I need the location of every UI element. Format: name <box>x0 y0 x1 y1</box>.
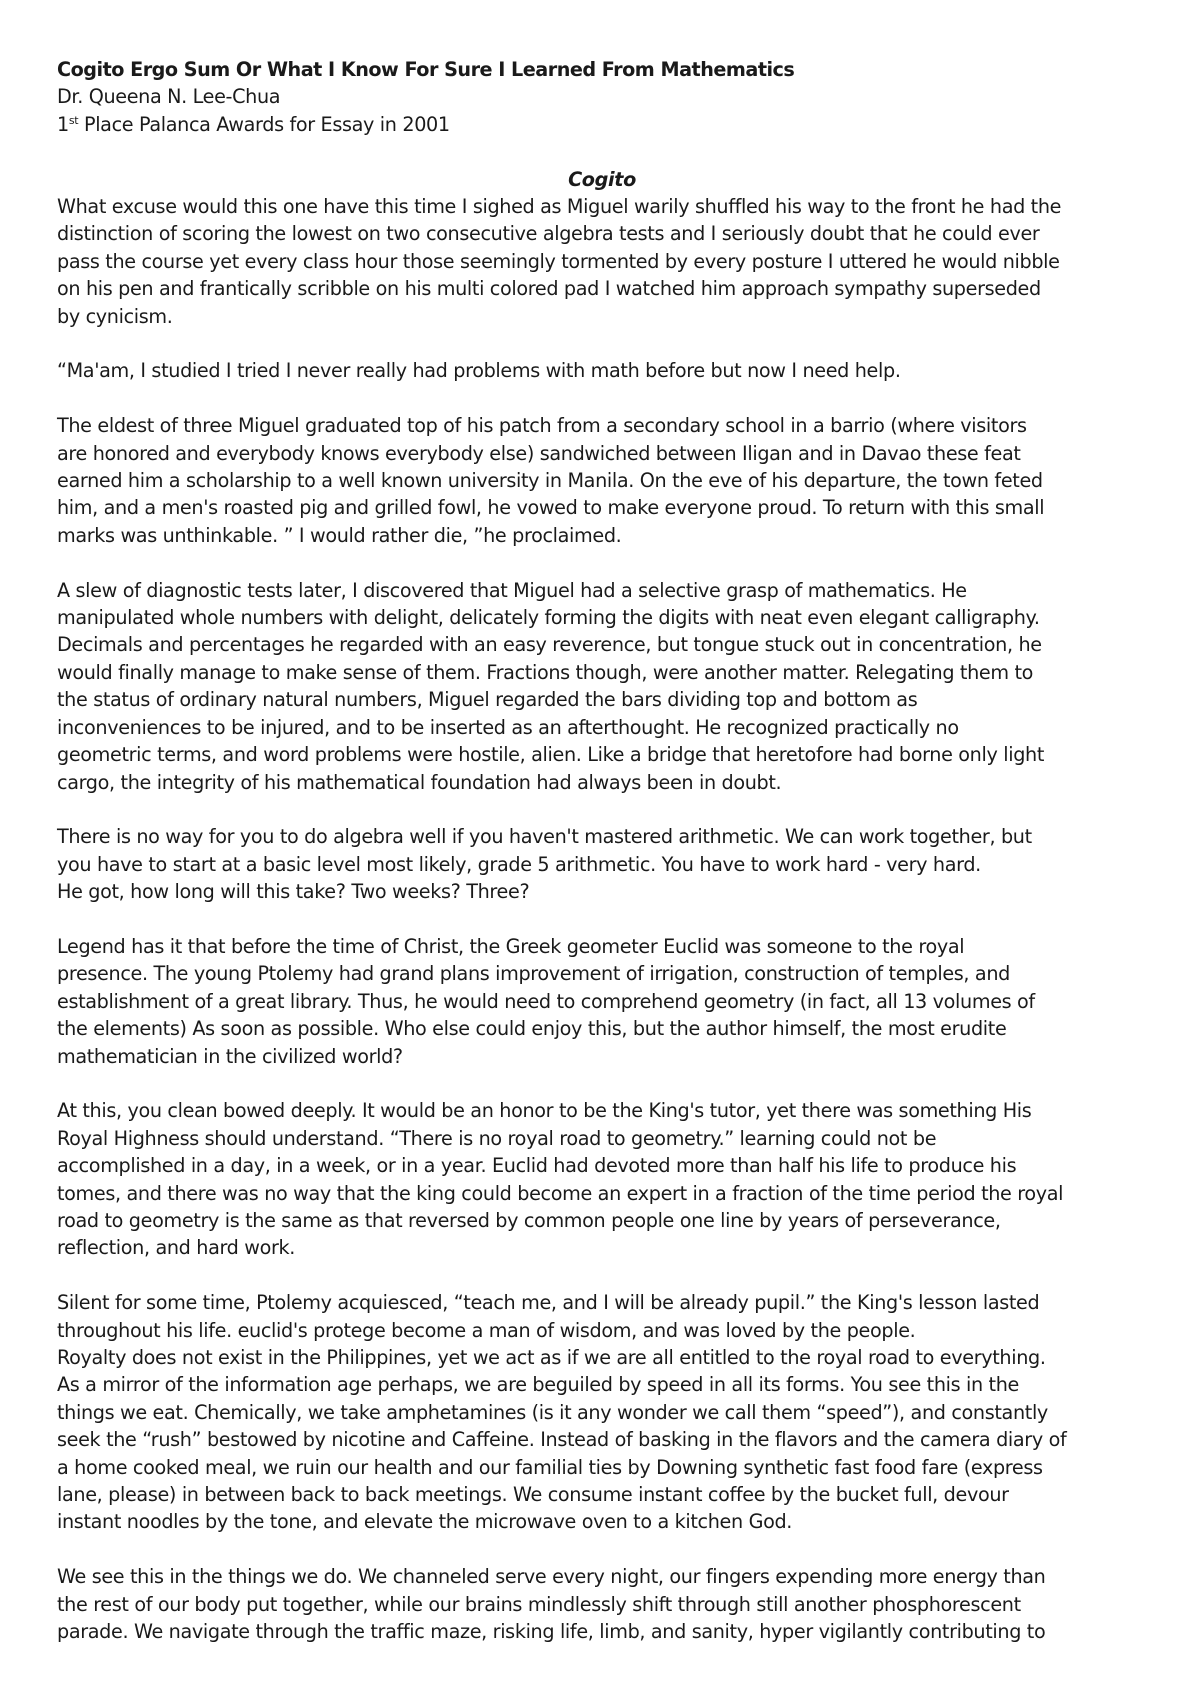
paragraph-line: the rest of our body put together, while our brains mindlessly shift through still another phosphorescent <box>57 1592 1021 1616</box>
paragraph-line: on his pen and frantically scribble on his multi colored pad I watched him approach sympathy superseded <box>57 277 1041 301</box>
paragraph-6 <box>57 933 1157 1070</box>
paragraph-3 <box>57 412 1157 549</box>
paragraph-line: presence. The young Ptolemy had grand plans improvement of irrigation, construction of temples, and <box>57 962 1010 986</box>
paragraph-line: a home cooked meal, we ruin our health and our familial ties by Downing synthetic fast food fare (express <box>57 1455 1043 1479</box>
paragraph-5 <box>57 823 1157 905</box>
paragraph-gap <box>57 1262 1157 1289</box>
paragraph-gap <box>57 1070 1157 1097</box>
paragraph-line: inconveniences to be injured, and to be inserted as an afterthought. He recognized practically no <box>57 715 959 739</box>
paragraph-gap <box>57 385 1157 412</box>
paragraph-gap <box>57 1536 1157 1563</box>
paragraph-line: seek the “rush” bestowed by nicotine and Caffeine. Instead of basking in the flavors and the camera diary of <box>57 1428 1067 1452</box>
paragraph-line: throughout his life. euclid's protege become a man of wisdom, and was loved by the people. <box>57 1318 916 1342</box>
paragraph-line: are honored and everybody knows everybody else) sandwiched between Iligan and in Davao these feat <box>57 441 1021 465</box>
section-heading: Cogito <box>568 167 636 191</box>
paragraph-4 <box>57 577 1157 796</box>
paragraph-line: geometric terms, and word problems were hostile, alien. Like a bridge that heretofore had borne only light <box>57 743 1045 767</box>
award-line <box>57 111 1157 138</box>
paragraph-8 <box>57 1289 1157 1536</box>
paragraph-line: At this, you clean bowed deeply. It would be an honor to be the King's tutor, yet there was something His <box>57 1099 1032 1123</box>
paragraph-1 <box>57 193 1157 330</box>
essay-title: Cogito Ergo Sum Or What I Know For Sure I Learned From Mathematics <box>57 58 795 81</box>
paragraph-line: would finally manage to make sense of them. Fractions though, were another matter. Relegating them to <box>57 660 1034 684</box>
paragraph-gap <box>57 330 1157 357</box>
paragraph-line: He got, how long will this take? Two weeks? Three? <box>57 880 530 904</box>
paragraph-line: by cynicism. <box>57 304 173 328</box>
paragraph-line: Decimals and percentages he regarded with an easy reverence, but tongue stuck out in concentration, he <box>57 633 1042 657</box>
paragraph-line: parade. We navigate through the traffic maze, risking life, limb, and sanity, hyper vigilantly contributing to <box>57 1620 1046 1644</box>
paragraph-line: lane, please) in between back to back meetings. We consume instant coffee by the bucket full, devour <box>57 1483 1009 1506</box>
paragraph-line: cargo, the integrity of his mathematical foundation had always been in doubt. <box>57 770 782 794</box>
paragraph-line: The eldest of three Miguel graduated top of his patch from a secondary school in a barrio (where visitors <box>57 414 1027 438</box>
paragraph-line: road to geometry is the same as that reversed by common people one line by years of perseverance, <box>57 1208 1001 1232</box>
paragraph-line: you have to start at a basic level most likely, grade 5 arithmetic. You have to work hard - very hard. <box>57 852 981 876</box>
paragraph-7 <box>57 1097 1157 1261</box>
paragraph-gap <box>57 906 1157 933</box>
award-ordinal-suffix: st <box>68 113 79 127</box>
paragraph-line: earned him a scholarship to a well known university in Manila. On the eve of his departure, the town feted <box>57 469 1043 493</box>
paragraph-line: establishment of a great library. Thus, he would need to comprehend geometry (in fact, all 13 volumes of <box>57 989 1035 1013</box>
paragraph-line: the elements) As soon as possible. Who else could enjoy this, but the author himself, the most erudite <box>57 1017 1007 1041</box>
paragraph-line: mathematician in the civilized world? <box>57 1044 403 1068</box>
paragraph-line: There is no way for you to do algebra well if you haven't mastered arithmetic. We can work together, but <box>57 825 1032 849</box>
paragraph-line: As a mirror of the information age perhaps, we are beguiled by speed in all its forms. You see this in the <box>57 1373 1019 1397</box>
paragraph-line: distinction of scoring the lowest on two consecutive algebra tests and I seriously doubt that he could ever <box>57 222 1040 246</box>
paragraph-line: Royalty does not exist in the Philippines, yet we act as if we are all entitled to the royal road to everything. <box>57 1345 1046 1369</box>
paragraph-line: the status of ordinary natural numbers, Miguel regarded the bars dividing top and bottom as <box>57 688 918 712</box>
paragraph-line: accomplished in a day, in a week, or in a year. Euclid had devoted more than half his life to produce his <box>57 1154 1017 1178</box>
paragraph-line: tomes, and there was no way that the king could become an expert in a fraction of the time period the royal <box>57 1181 1064 1205</box>
author-line: Dr. Queena N. Lee-Chua <box>57 85 281 109</box>
paragraph-gap <box>57 796 1157 823</box>
paragraph-9 <box>57 1563 1157 1645</box>
paragraph-line: manipulated whole numbers with delight, delicately forming the digits with neat even elegant calligraphy. <box>57 606 1040 630</box>
document-page <box>57 56 1157 1645</box>
paragraph-line: reflection, and hard work. <box>57 1236 296 1260</box>
award-ordinal: 1 <box>57 112 69 136</box>
essay-body <box>57 193 1157 1645</box>
paragraph-line: things we eat. Chemically, we take amphetamines (is it any wonder we call them “speed”), and constantly <box>57 1400 1048 1424</box>
paragraph-line: pass the course yet every class hour those seemingly tormented by every posture I uttered he would nibble <box>57 249 1060 273</box>
paragraph-line: “Ma'am, I studied I tried I never really had problems with math before but now I need help. <box>57 359 901 383</box>
paragraph-2 <box>57 357 1157 384</box>
paragraph-line: instant noodles by the tone, and elevate the microwave oven to a kitchen God. <box>57 1510 793 1534</box>
award-text: Place Palanca Awards for Essay in 2001 <box>78 112 450 136</box>
paragraph-line: marks was unthinkable. ” I would rather die, ”he proclaimed. <box>57 523 622 547</box>
paragraph-gap <box>57 549 1157 576</box>
paragraph-line: A slew of diagnostic tests later, I discovered that Miguel had a selective grasp of mathematics. He <box>57 578 967 602</box>
paragraph-line: What excuse would this one have this time I sighed as Miguel warily shuffled his way to the front he had the <box>57 195 1062 219</box>
paragraph-line: We see this in the things we do. We channeled serve every night, our fingers expending more energy than <box>57 1565 1046 1589</box>
paragraph-line: Silent for some time, Ptolemy acquiesced, “teach me, and I will be already pupil.” the King's lesson lasted <box>57 1291 1040 1315</box>
paragraph-line: Royal Highness should understand. “There is no royal road to geometry.” learning could not be <box>57 1126 937 1150</box>
paragraph-line: him, and a men's roasted pig and grilled fowl, he vowed to make everyone proud. To return with this small <box>57 496 1045 520</box>
paragraph-line: Legend has it that before the time of Christ, the Greek geometer Euclid was someone to the royal <box>57 934 965 958</box>
